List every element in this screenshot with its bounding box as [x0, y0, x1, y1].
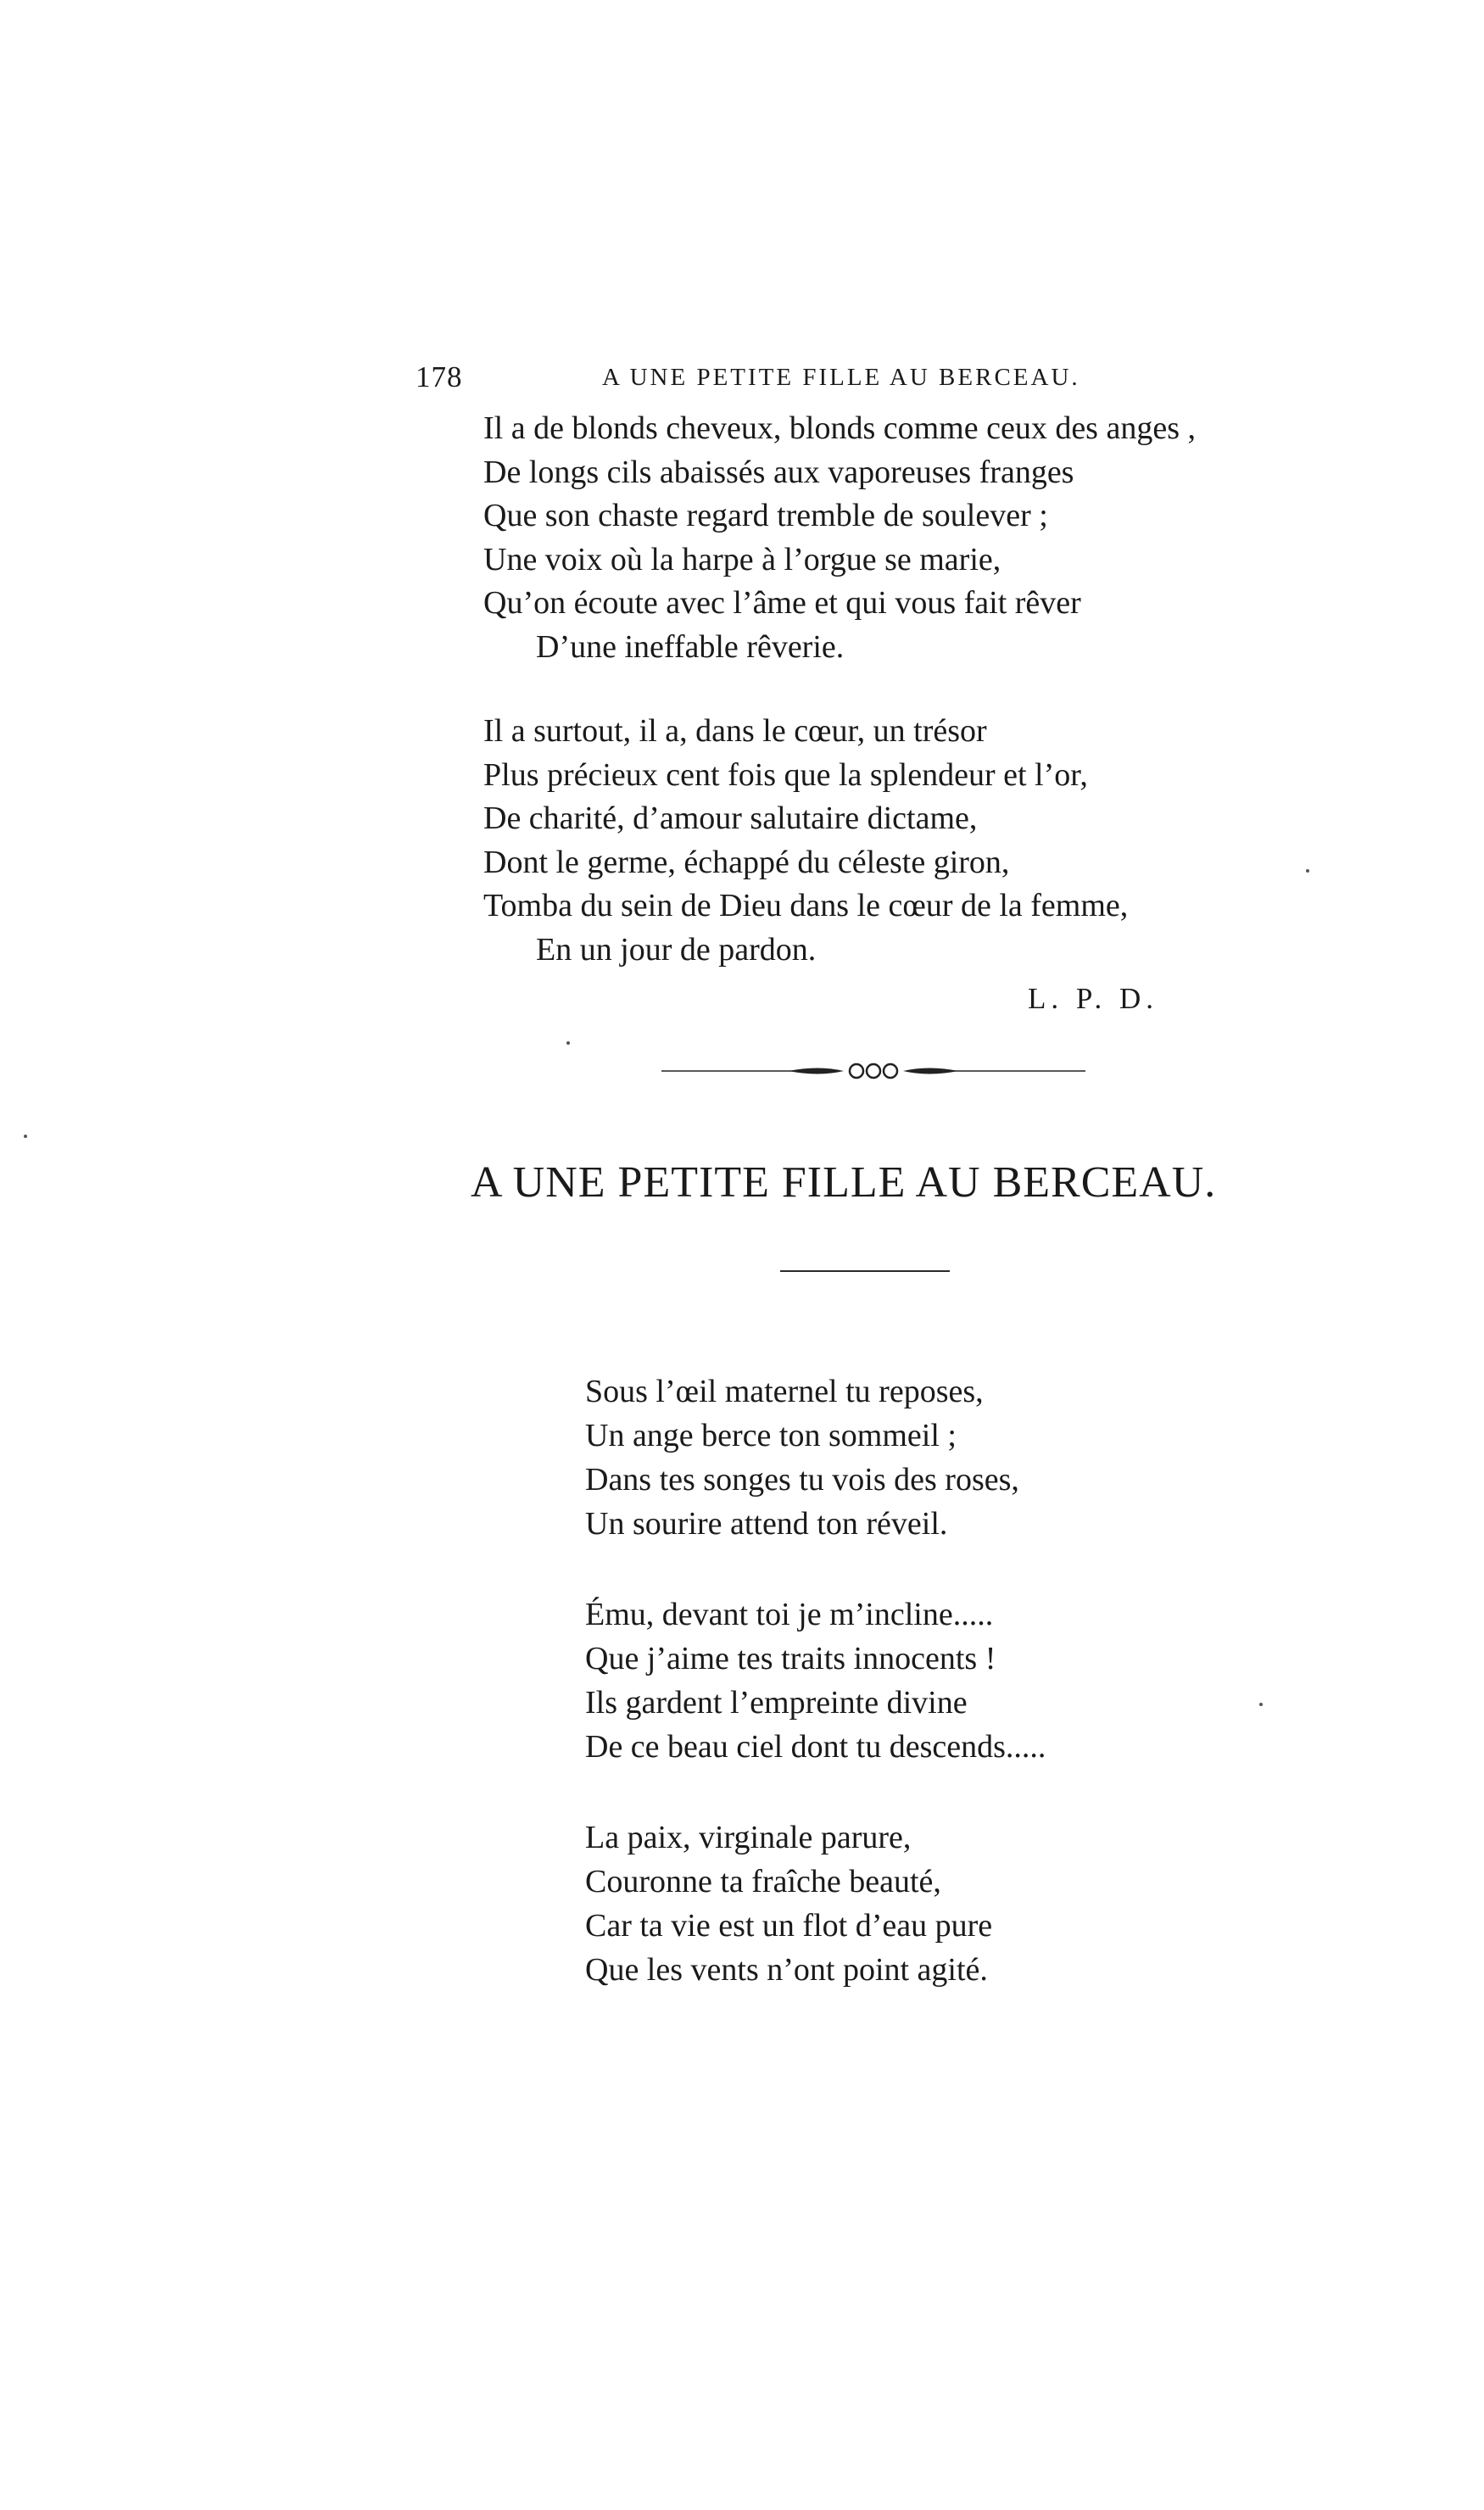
verse-line: Un sourire attend ton réveil.	[585, 1506, 948, 1542]
paper-speck	[566, 1041, 570, 1045]
verse-line: Tomba du sein de Dieu dans le cœur de la femme,	[483, 888, 1129, 923]
verse-line: Que les vents n’ont point agité.	[585, 1952, 988, 1988]
verse-line: La paix, virginale parure,	[585, 1820, 912, 1855]
stanza	[483, 407, 1247, 669]
verse-line: Plus précieux cent fois que la splendeur et l’or,	[483, 756, 1088, 793]
running-title: A UNE PETITE FILLE AU BERCEAU.	[602, 364, 1080, 391]
verse-line: Une voix où la harpe à l’orgue se marie,	[483, 541, 1001, 577]
verse-line: De longs cils abaissés aux vaporeuses franges	[483, 454, 1074, 490]
verse-line: Il a de blonds cheveux, blonds comme ceux des anges ,	[483, 410, 1196, 446]
previous-poem	[483, 407, 1247, 972]
verse-line: Sous l’œil maternel tu reposes,	[585, 1374, 984, 1409]
author-signature: L. P. D.	[1028, 982, 1158, 1015]
verse-line: De ce beau ciel dont tu descends.....	[585, 1729, 1046, 1765]
verse-line: En un jour de pardon.	[536, 931, 817, 968]
verse-line: D’une ineffable rêverie.	[536, 628, 845, 665]
verse-line: Ému, devant toi je m’incline.....	[585, 1597, 994, 1632]
verse-line: Que son chaste regard tremble de soulever ;	[483, 498, 1048, 533]
title-rule	[780, 1270, 950, 1272]
stanza	[585, 1369, 1230, 1546]
poem-body	[585, 1369, 1230, 1992]
verse-line: Que j’aime tes traits innocents !	[585, 1641, 996, 1676]
verse-line: Il a surtout, il a, dans le cœur, un trésor	[483, 713, 987, 749]
running-head	[416, 360, 1119, 403]
ornament-divider	[661, 1058, 1085, 1084]
poem-title: A UNE PETITE FILLE AU BERCEAU.	[471, 1158, 1217, 1207]
verse-line: Ils gardent l’empreinte divine	[585, 1685, 968, 1721]
stanza	[585, 1816, 1230, 1992]
paper-speck	[1259, 1703, 1263, 1706]
stanza	[585, 1592, 1230, 1769]
verse-line: Couronne ta fraîche beauté,	[585, 1864, 941, 1899]
verse-line: Un ange berce ton sommeil ;	[585, 1418, 957, 1453]
paper-speck	[24, 1135, 27, 1138]
stanza	[483, 710, 1247, 972]
verse-line: Car ta vie est un flot d’eau pure	[585, 1908, 993, 1944]
verse-line: De charité, d’amour salutaire dictame,	[483, 800, 978, 836]
paper-speck	[1306, 869, 1309, 873]
verse-line: Qu’on écoute avec l’âme et qui vous fait rêver	[483, 585, 1081, 621]
verse-line: Dont le germe, échappé du céleste giron,	[483, 844, 1010, 880]
page-number: 178	[416, 360, 463, 393]
verse-line: Dans tes songes tu vois des roses,	[585, 1462, 1019, 1498]
